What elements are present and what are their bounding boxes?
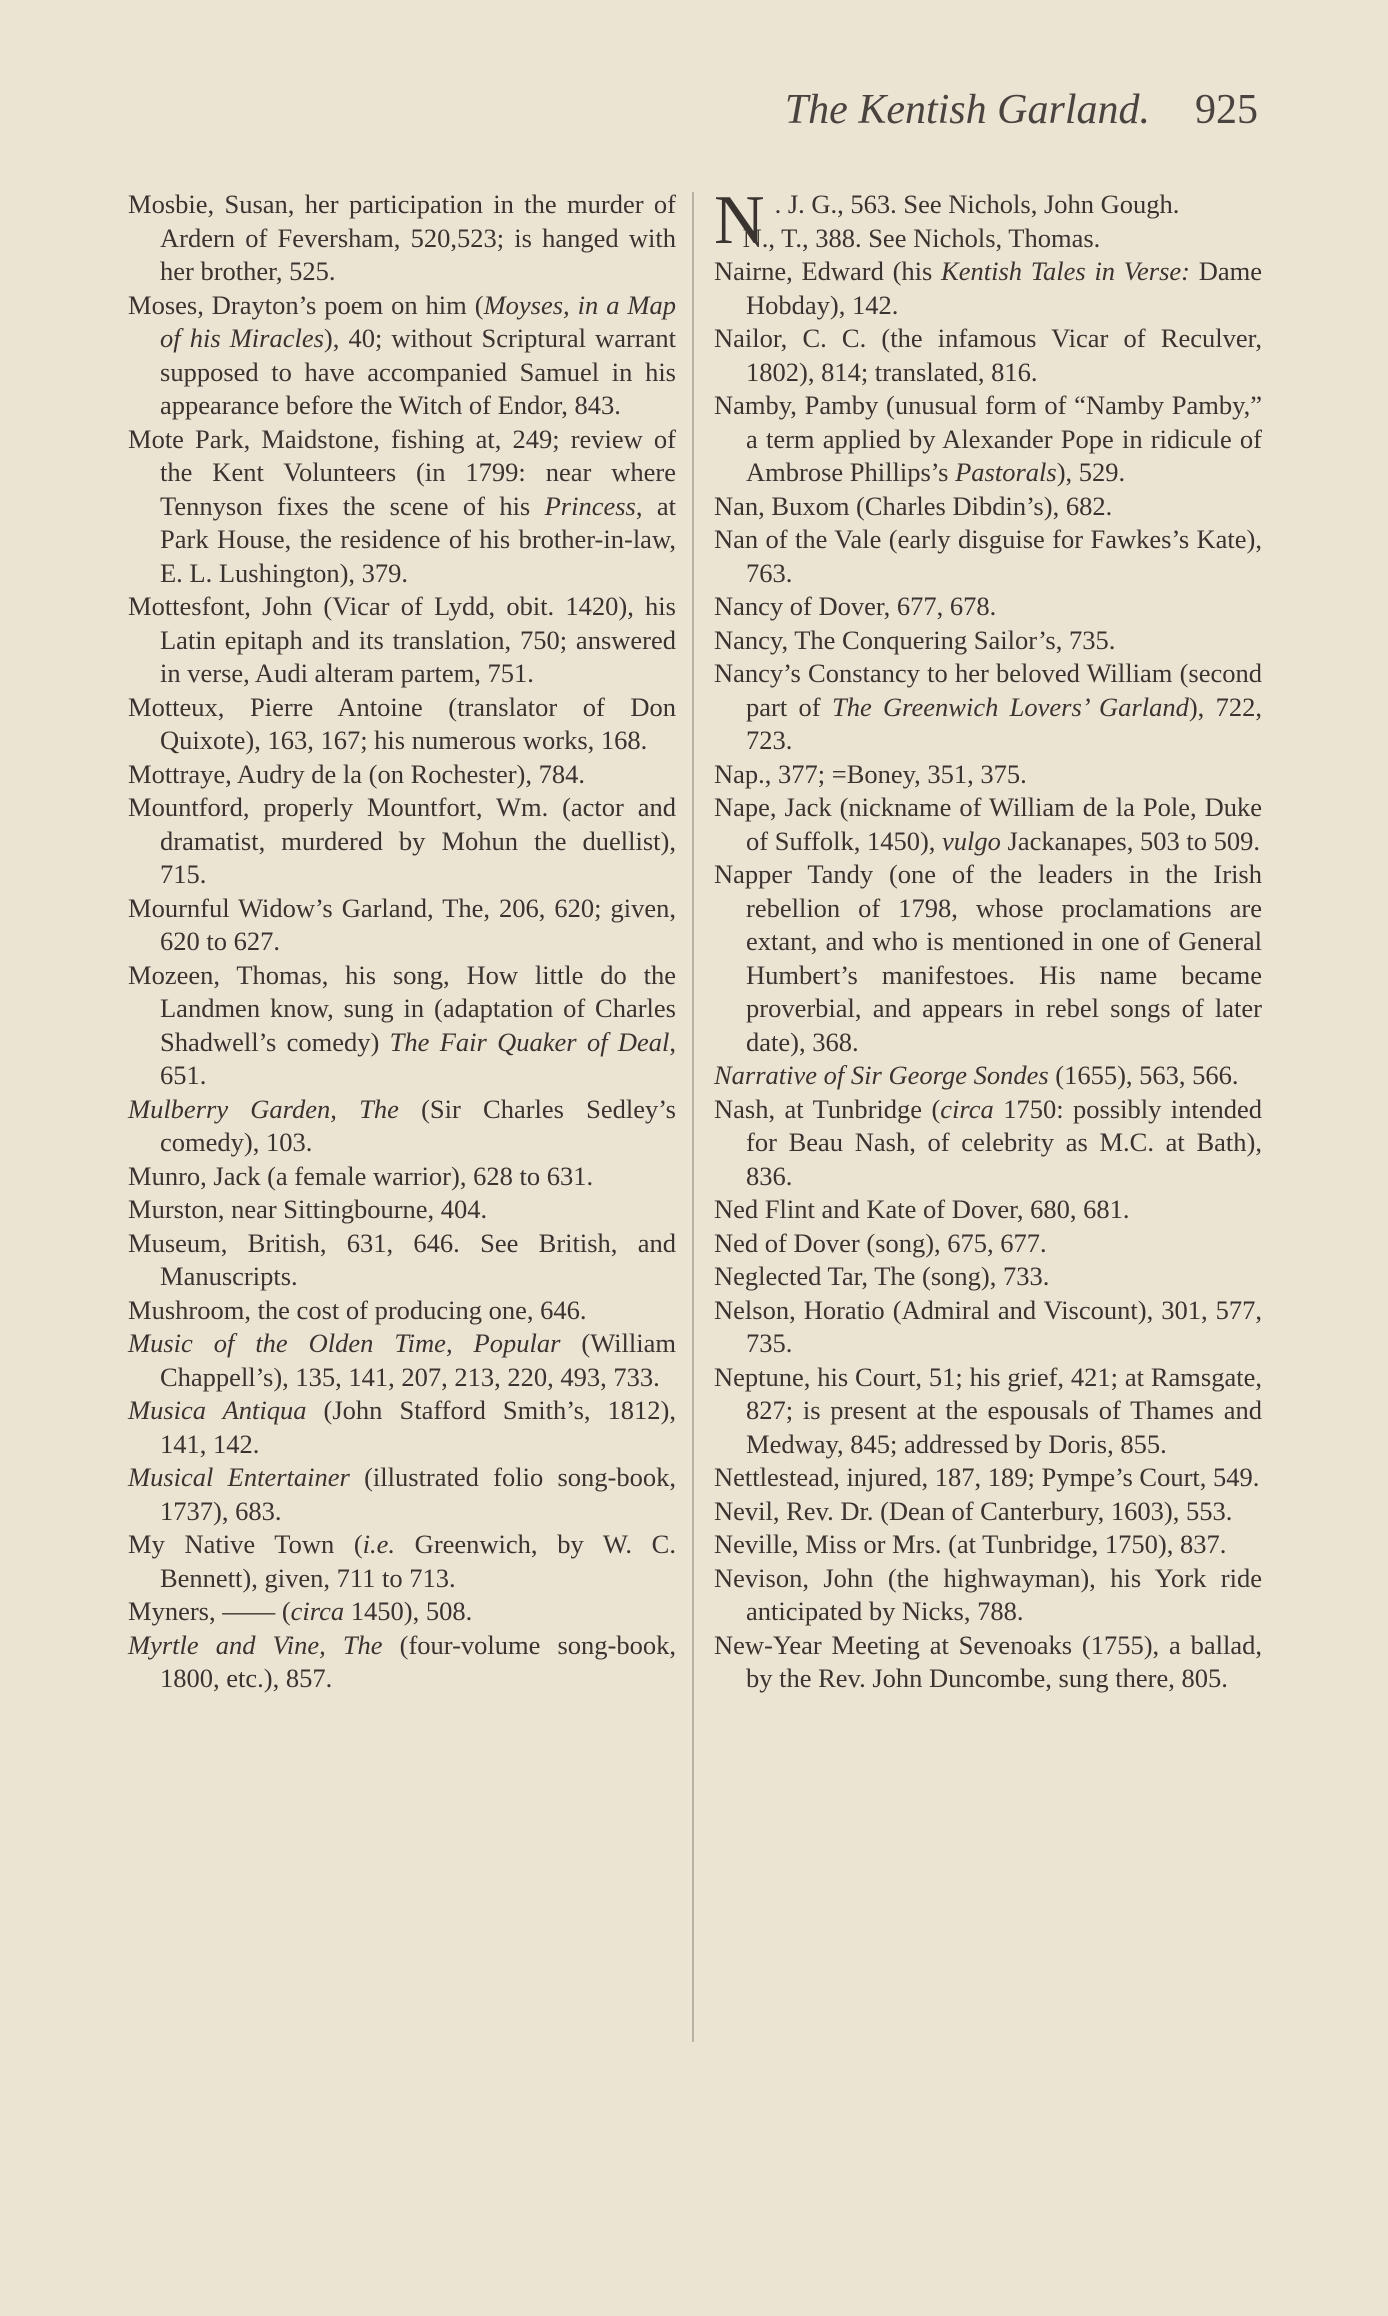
- index-entry: [714, 590, 1262, 624]
- entry-text: Ned Flint and Kate of Dover, 680, 681.: [714, 1194, 1130, 1224]
- entry-text: , 651.: [160, 1026, 677, 1090]
- index-entry: [714, 222, 1262, 256]
- entry-text: (four-volume song-book, 1800, etc.), 857.: [160, 1629, 676, 1693]
- index-entry: [128, 791, 676, 892]
- entry-text: Nettlestead, injured, 187, 189; Pympe’s Court, 549.: [714, 1462, 1260, 1492]
- entry-text: Myners, —— (: [128, 1596, 291, 1626]
- index-entry: [128, 1528, 676, 1595]
- index-entry: [128, 1394, 676, 1461]
- index-entry: [714, 1227, 1262, 1261]
- index-entry: [128, 1461, 676, 1528]
- index-entry: [714, 1495, 1262, 1529]
- index-entry: [714, 657, 1262, 758]
- index-entry: [128, 758, 676, 792]
- entry-text: Mottraye, Audry de la (on Rochester), 784.: [128, 758, 586, 789]
- entry-text: (illustrated folio song-book, 1737), 683.: [160, 1462, 676, 1526]
- entry-text: N., T., 388. See Nichols, Thomas.: [742, 222, 1101, 253]
- entry-text: Napper Tandy (one of the leaders in the Irish rebellion of 1798, whose proclamations are extant, and who is mentioned in one of General Humbert’s manifestoes. His name became proverbial, and appears in rebel songs of later date), 368.: [714, 859, 1262, 1057]
- entry-text: Neglected Tar, The (song), 733.: [714, 1261, 1050, 1291]
- index-entry: [128, 423, 676, 591]
- entry-text: ), 40; without Scriptural warrant supposed to have accompanied Samuel in his appearance before the Witch of Endor, 843.: [160, 323, 676, 420]
- index-entry: [714, 1629, 1262, 1696]
- entry-text: Mozeen, Thomas, his song, How little do the Landmen know, sung in (adaptation of Charles Shadwell’s comedy): [128, 959, 676, 1057]
- index-entry: [714, 1461, 1262, 1495]
- entry-italic-text: Musical Entertainer: [128, 1462, 350, 1492]
- running-title: The Kentish Garland.: [784, 87, 1150, 133]
- index-entry: [714, 322, 1262, 389]
- entry-text: , at Park House, the residence of his brother-in-law, E. L. Lushington), 379.: [160, 490, 676, 588]
- index-entry: [128, 1595, 676, 1629]
- index-entry: [128, 1093, 676, 1160]
- entry-italic-text: Kentish Tales in Verse:: [941, 256, 1191, 286]
- entry-italic-text: Mulberry Garden, The: [128, 1093, 399, 1124]
- entry-text: Dame Hobday), 142.: [746, 256, 1263, 320]
- entry-italic-text: Narrative of Sir George Sondes: [714, 1060, 1049, 1090]
- entry-text: My Native Town (: [128, 1529, 363, 1559]
- index-entry: [128, 1327, 676, 1394]
- entry-text: Nan, Buxom (Charles Dibdin’s), 682.: [714, 490, 1113, 521]
- entry-text: (Sir Charles Sedley’s comedy), 103.: [160, 1093, 676, 1157]
- entry-text: Nash, at Tunbridge (: [714, 1093, 941, 1124]
- entry-italic-text: Princess: [544, 490, 636, 521]
- entry-text: Nape, Jack (nickname of William de la Pole, Duke of Suffolk, 1450),: [714, 792, 1262, 856]
- index-entry: [714, 1093, 1262, 1194]
- index-entry: [128, 1193, 676, 1227]
- index-column-left: [128, 188, 676, 1696]
- index-column-right: [714, 182, 1263, 1696]
- entry-text: Nailor, C. C. (the infamous Vicar of Reculver, 1802), 814; translated, 816.: [714, 323, 1262, 387]
- entry-text: ), 722, 723.: [746, 691, 1263, 755]
- entry-text: Motteux, Pierre Antoine (translator of Don Quixote), 163, 167; his numerous works, 168.: [128, 691, 676, 755]
- page-number: 925: [1195, 87, 1258, 133]
- entry-text: Greenwich, by W. C. Bennett), given, 711 to 713.: [160, 1529, 676, 1593]
- index-entry: [714, 523, 1262, 590]
- entry-text: Nancy’s Constancy to her beloved William (second part of: [714, 658, 1262, 722]
- index-entry: [714, 1260, 1262, 1294]
- entry-text: Moses, Drayton’s poem on him (: [128, 289, 484, 320]
- entry-text: Jackanapes, 503 to 509.: [1000, 825, 1260, 856]
- entry-text: Mournful Widow’s Garland, The, 206, 620; given, 620 to 627.: [128, 892, 676, 956]
- entry-text: (William Chappell’s), 135, 141, 207, 213, 220, 493, 733.: [160, 1328, 676, 1392]
- index-entry: [128, 289, 676, 423]
- entry-text: Mote Park, Maidstone, fishing at, 249; review of the Kent Volunteers (in 1799: near where Tennyson fixes the scene of his: [128, 423, 676, 521]
- entry-text: Munro, Jack (a female warrior), 628 to 631.: [128, 1160, 594, 1191]
- index-entry: [714, 858, 1262, 1059]
- index-entry: [128, 1629, 676, 1696]
- entry-italic-text: i.e.: [362, 1529, 396, 1559]
- index-entry: [128, 1227, 676, 1294]
- column-divider: [692, 192, 694, 2042]
- index-entry: [714, 1528, 1262, 1562]
- index-entry: [128, 691, 676, 758]
- entry-text: (John Stafford Smith’s, 1812), 141, 142.: [160, 1395, 676, 1459]
- entry-text: 1750: possibly intended for Beau Nash, of celebrity as M.C. at Bath), 836.: [746, 1093, 1263, 1191]
- entry-text: Nairne, Edward (his: [714, 256, 942, 286]
- entry-text: Museum, British, 631, 646. See British, and Manuscripts.: [128, 1227, 676, 1291]
- entry-text: Mountford, properly Mountfort, Wm. (actor and dramatist, murdered by Mohun the duellist), 715.: [128, 792, 676, 889]
- entry-italic-text: circa: [940, 1093, 994, 1124]
- entry-text: ), 529.: [1056, 457, 1126, 487]
- entry-text: New-Year Meeting at Sevenoaks (1755), a ballad, by the Rev. John Duncombe, sung there, 805.: [714, 1629, 1262, 1693]
- entry-text: Mottesfont, John (Vicar of Lydd, obit. 1420), his Latin epitaph and its translation, 750; answered in verse, Audi alteram partem, 751.: [128, 591, 676, 688]
- index-entry: [714, 758, 1262, 792]
- entry-text: Mushroom, the cost of producing one, 646.: [128, 1294, 587, 1325]
- entry-italic-text: The Greenwich Lovers’ Garland: [831, 691, 1189, 722]
- entry-italic-text: The Fair Quaker of Deal: [389, 1026, 670, 1057]
- index-entry: [128, 892, 676, 959]
- entry-italic-text: Moyses, in a Map of his Miracles: [160, 289, 676, 353]
- index-entry: [714, 389, 1262, 490]
- entry-text: Mosbie, Susan, her participation in the murder of Ardern of Feversham, 520,523; is hanged with her brother, 525.: [128, 189, 676, 286]
- entry-text: Nevison, John (the highwayman), his York ride anticipated by Nicks, 788.: [714, 1562, 1262, 1626]
- entry-text: Neville, Miss or Mrs. (at Tunbridge, 1750), 837.: [714, 1529, 1227, 1559]
- entry-italic-text: Myrtle and Vine, The: [128, 1629, 383, 1660]
- entry-italic-text: Pastorals: [955, 457, 1057, 487]
- entry-text: Murston, near Sittingbourne, 404.: [128, 1194, 488, 1224]
- index-entry: [128, 1294, 676, 1328]
- index-entry: [128, 590, 676, 691]
- index-entry: [714, 255, 1262, 322]
- entry-text: Nancy, The Conquering Sailor’s, 735.: [714, 624, 1116, 655]
- index-entry: [714, 624, 1262, 658]
- index-entry: [714, 490, 1262, 524]
- index-entry: [714, 1361, 1262, 1462]
- entry-text: Nevil, Rev. Dr. (Dean of Canterbury, 1603), 553.: [714, 1495, 1233, 1526]
- entry-text: (1655), 563, 566.: [1048, 1060, 1239, 1090]
- entry-text: . J. G., 563. See Nichols, John Gough.: [774, 189, 1180, 219]
- entry-text: Neptune, his Court, 51; his grief, 421; at Ramsgate, 827; is present at the espousals of Thames and Medway, 845; addressed by Doris, 855.: [714, 1361, 1262, 1459]
- entry-text: Nelson, Horatio (Admiral and Viscount), 301, 577, 735.: [714, 1294, 1262, 1358]
- index-entry: [714, 1193, 1262, 1227]
- index-entry: [714, 791, 1262, 858]
- entry-italic-text: Musica Antiqua: [128, 1395, 307, 1425]
- index-entry: [128, 188, 676, 289]
- entry-text: Ned of Dover (song), 675, 677.: [714, 1227, 1047, 1258]
- drop-cap: N: [714, 182, 765, 259]
- index-entry: [714, 1059, 1262, 1093]
- index-entry: [128, 1160, 676, 1194]
- entry-text: Nap., 377; =Boney, 351, 375.: [714, 758, 1027, 789]
- index-entry: [128, 959, 676, 1093]
- index-entry: [714, 1294, 1262, 1361]
- entry-text: 1450), 508.: [344, 1596, 473, 1626]
- entry-italic-text: vulgo: [942, 825, 1001, 856]
- entry-italic-text: circa: [290, 1596, 345, 1626]
- entry-text: Nan of the Vale (early disguise for Fawkes’s Kate), 763.: [714, 524, 1262, 588]
- entry-text: Namby, Pamby (unusual form of “Namby Pamby,” a term applied by Alexander Pope in ridicule of Ambrose Phillips’s: [714, 390, 1262, 487]
- entry-text: Nancy of Dover, 677, 678.: [714, 591, 997, 621]
- index-entry: [714, 1562, 1262, 1629]
- entry-italic-text: Music of the Olden Time, Popular: [128, 1328, 561, 1358]
